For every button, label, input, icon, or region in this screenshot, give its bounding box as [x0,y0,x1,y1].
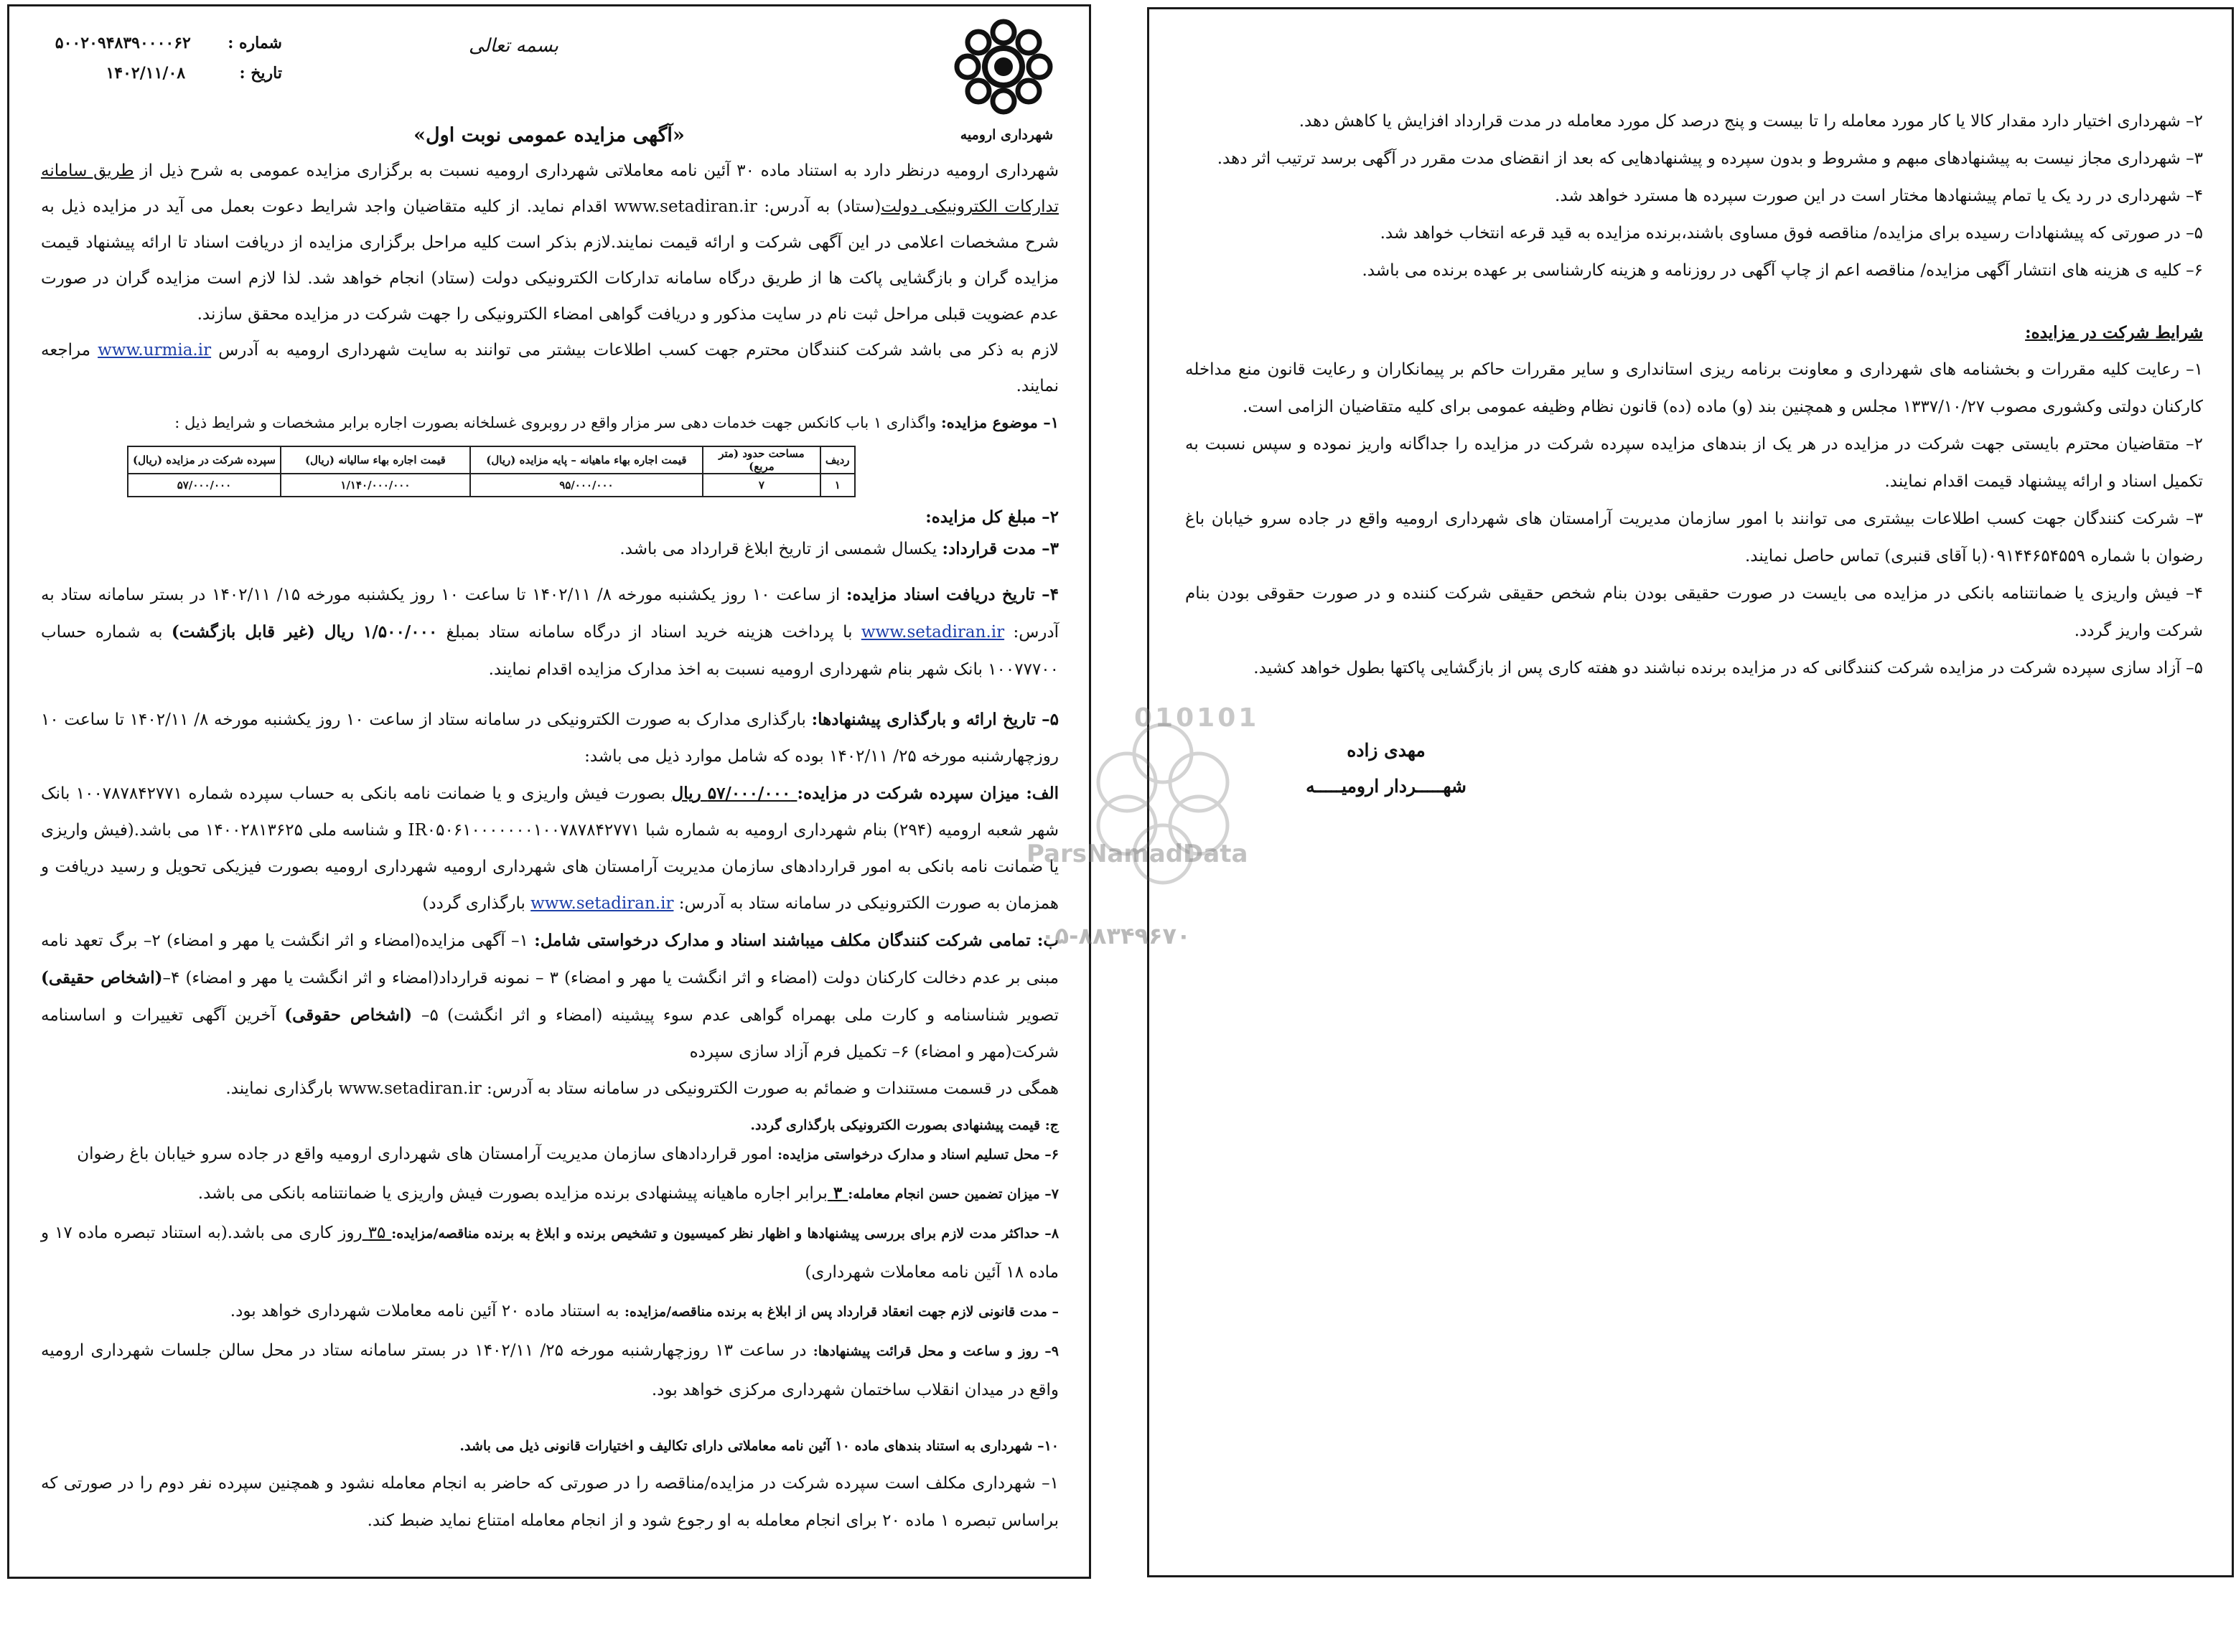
section-9: ۹– روز و ساعت و محل قرائت پیشنهادها: در ساعت ۱۳ روزچهارشنبه مورخه ۲۵/ ۱۴۰۲/۱۱ در بستر سامانه ستاد در محل سالن جلسات شهرداری ارومیه واقع در میدان انقلاب ساختمان شهرداری مرکزی خواهد بود. [41,1341,1059,1399]
conditions-list [1185,351,2203,687]
letter-date [52,64,282,83]
section-8-note: – مدت قانونی لازم جهت انعقاد قرارداد پس از ابلاغ به برنده مناقصه/مزایده: به استناد ماده ۲۰ آئین نامه معاملات شهرداری خواهد بود. [230,1302,1059,1320]
table-cell: ۵۷/۰۰۰/۰۰۰ [128,474,281,497]
watermark-brand: ParsNamadData [1026,840,1248,868]
watermark-binary: 010101 [1134,703,1260,733]
section-10: ۱۰– شهرداری به استناد بندهای ماده ۱۰ آئین نامه معاملاتی دارای تکالیف و اختیارات قانونی ذیل می باشد. ۱– شهرداری مکلف است سپرده شرکت در مزایده/مناقصه را در صورتی که حاضر به انجام معامله نشود و همچنین سپرده نفر دوم را در صورتی که براساس تبصره ۱ ماده ۲۰ برای انجام معامله به او رجوع شود و از انجام معامله امتناع نماید ضبط کند. [41,1438,1059,1530]
watermark-phone: ۰۵-۸۸۳۴۹۶۷۰ [1041,922,1191,949]
sections-2-3 [41,502,1059,565]
table-header-cell: ردیف [820,446,855,474]
intro-paragraph: شهرداری ارومیه درنظر دارد به استناد ماده ۳۰ آئین نامه معاملاتی شهرداری ارومیه نسبت به برگزاری مزایده عمومی به شرح ذیل از طریق سامانه تدارکات الکترونیکی دولت(ستاد) به آدرس: www.setadiran.ir اقدام نماید. از کلیه متقاضیان واجد شرایط دعوت بعمل می آید در مزایده ذیل به شرح مشخصات اعلامی در این آگهی شرکت و ارائه قیمت نمایند.لازم بذکر است کلیه مراحل برگزاری مزایده از دریافت اسناد تا ارائه پیشنهاد قیمت مزایده گران و بازگشایی پاکت ها از طریق درگاه سامانه تدارکات الکترونیکی دولت (ستاد) انجام خواهد شد. لذا لازم است مزایده گران در صورت عدم عضویت قبلی مراحل ثبت نام در سایت مذکور و دریافت گواهی امضاء الکترونیکی را جهت شرکت در مزایده محقق سازند. لازم به ذکر می باشد شرکت کنندگان محترم جهت کسب اطلاعات بیشتر می توانند به سایت شهرداری ارومیه به آدرس www.urmia.ir مراجعه نمایند. [41,161,1059,395]
table-cell: ۱ [820,474,855,497]
table-cell: ۹۵/۰۰۰/۰۰۰ [470,474,703,497]
section-7: ۷– میزان تضمین حسن انجام معامله: ۳ برابر اجاره ماهیانه پیشنهادی برنده مزایده بصورت فیش واریزی یا ضمانتنامه بانکی می باشد. [197,1183,1059,1203]
table-header-cell: قیمت اجاره بهاء سالیانه (ریال) [281,446,470,474]
list-item: ۱– رعایت کلیه مقررات و بخشنامه های شهرداری و معاونت برنامه ریزی استانداری و سایر مقررات حاکم بر پیمانکاران و رعایت قانون منع مداخله کارکنان دولتی وکشوری مصوب ۱۳۳۷/۱۰/۲۷ مجلس و همچنین بند (و) ماده (ده) قانون نظام وظیفه عمومی برای کلیه متقاضیان الزامی است. [1185,360,2203,416]
list-item: ۵– در صورتی که پیشنهادات رسیده برای مزایده/ مناقصه فوق مساوی باشند،برنده مزایده به قید قرعه انتخاب خواهد شد. [1380,224,2203,243]
table-header-row [128,446,855,474]
signer-name: مهدی زاده [1347,740,1426,761]
sections-6-9 [41,1135,1059,1409]
section-8: ۸– حداکثر مدت لازم برای بررسی پیشنهادها و اظهار نظر کمیسیون و تشخیص برنده و ابلاغ به برنده مناقصه/مزایده: ۳۵ روز کاری می باشد.(به استناد تبصره ماده ۱۷ و ماده ۱۸ آئین نامه معاملات شهرداری) [41,1224,1059,1282]
basmala: بسمه تعالی [469,35,558,57]
urmia-link[interactable]: www.urmia.ir [98,341,212,360]
section-2: ۲– مبلغ کل مزایده: [925,507,1059,527]
table-row [128,474,855,497]
number-value: ۵۰۰۲۰۹۴۸۳۹۰۰۰۰۶۲ [55,34,191,52]
list-item: ۴– شهرداری در رد یک یا تمام پیشنهادها مختار است در این صورت سپرده ها مسترد خواهد شد. [1555,187,2203,205]
list-item: ۶– کلیه ی هزینه های انتشار آگهی مزایده/ مناقصه اعم از چاپ آگهی در روزنامه و هزینه کارشناسی بر عهده برنده می باشد. [1362,261,2203,280]
table-header-cell: قیمت اجاره بهاء ماهیانه – پایه مزایده (ریال) [470,446,703,474]
page-title: «آگهی مزایده عمومی نوبت اول» [413,124,685,146]
number-label: شماره : [228,34,282,52]
list-item: ۲– شهرداری اختیار دارد مقدار کالا یا کار مورد معامله را تا بیست و پنج درصد کل مورد معامله در مدت قرارداد افزایش یا کاهش دهد. [1299,112,2203,131]
list-item: ۵– آزاد سازی سپرده شرکت در مزایده شرکت کنندگانی که در مزایده برنده نباشند دو هفته کاری پس از بازگشایی پاکتها بطول خواهد کشید. [1253,659,2203,677]
table-cell: ۷ [703,474,820,497]
section-5: ۵– تاریخ ارائه و بارگذاری پیشنهادها: بارگذاری مدارک به صورت الکترونیکی در سامانه ستاد از ساعت ۱۰ روز یکشنبه مورخه ۸/ ۱۴۰۲/۱۱ تا ساعت ۱۰ روزچهارشنبه مورخه ۲۵/ ۱۴۰۲/۱۱ بوده که شامل موارد ذیل می باشد: الف: میزان سپرده شرکت در مزایده: ۵۷/۰۰۰/۰۰۰ ریال بصورت فیش واریزی و یا ضمانت نامه بانکی به حساب سپرده شماره ۱۰۰۷۸۷۸۴۲۷۷۱ بانک شهر شعبه ارومیه (۲۹۴) بنام شهرداری ارومیه به شماره شبا IR۰۵۰۶۱۰۰۰۰۰۰۰۱۰۰۷۸۷۸۴۲۷۷۱ و شناسه ملی ۱۴۰۰۲۸۱۳۶۲۵ می باشد.(فیش واریزی یا ضمانت نامه بانکی به امور قراردادهای سازمان مدیریت آرامستان های شهرداری ارومیه شهرداری ارومیه بصورت فیزیکی تحویل و رسید دریافت و همزمان به صورت الکترونیکی در سامانه ستاد به آدرس: www.setadiran.ir بارگذاری گردد) ب: تمامی شرکت کنندگان مکلف میباشند اسناد و مدارک درخواستی شامل: ۱– آگهی مزایده(امضاء و اثر انگشت یا مهر و امضاء) ۲– برگ تعهد نامه مبنی بر عدم دخالت کارکنان دولت (امضاء و اثر انگشت یا مهر و امضاء) ۳ – نمونه قرارداد(امضاء و اثر انگشت یا مهر و امضاء) ۴–(اشخاص حقیقی) تصویر شناسنامه و کارت ملی بهمراه گواهی عدم سوء پیشینه (امضاء و اثر انگشت) ۵– (اشخاص حقوقی) آخرین آگهی تغییرات و اساسنامه شرکت(مهر و امضاء) ۶– تکمیل فرم آزاد سازی سپرده همگی در قسمت مستندات و ضمائم به صورت الکترونیکی در سامانه ستاد به آدرس: www.setadiran.ir بارگذاری نمایند. ج: قیمت پیشنهادی بصورت الکترونیکی بارگذاری گردد. [41,710,1059,1133]
table-cell: ۱/۱۴۰/۰۰۰/۰۰۰ [281,474,470,497]
municipality-name: شهرداری ارومیه [960,127,1053,143]
section-3: ۳– مدت قرارداد: یکسال شمسی از تاریخ ابلاغ قرارداد می باشد. [619,539,1059,558]
list-item: ۲– متقاضیان محترم بایستی جهت شرکت در مزایده در هر یک از بندهای مزایده سپرده شرکت در مزایده را جداگانه واریز نموده و سپس نسبت به تکمیل اسناد و ارائه پیشنهاد قیمت اقدام نمایند. [1185,435,2203,491]
setadiran-link-2[interactable]: www.setadiran.ir [530,894,674,913]
table-header-cell: مساحت حدود (متر مربع) [703,446,820,474]
list-item: ۴– فیش واریزی یا ضمانتنامه بانکی در مزایده می بایست در صورت حقیقی بودن بنام شخص حقیقی شرکت کننده و در صورت حقوقی بودن بنام شرکت واریز گردد. [1185,584,2203,640]
letter-number [52,34,282,52]
right-page [1147,7,2234,1577]
setadiran-link[interactable]: www.setadiran.ir [861,623,1005,642]
section-6: ۶– محل تسلیم اسناد و مدارک درخواستی مزایده: امور قراردادهای سازمان مدیریت آرامستان های شهرداری ارومیه واقع در جاده سرو خیابان باغ رضوان [77,1145,1059,1163]
section-4: ۴– تاریخ دریافت اسناد مزایده: از ساعت ۱۰ روز یکشنبه مورخه ۸/ ۱۴۰۲/۱۱ تا ساعت ۱۰ روز یکشنبه مورخه ۱۵/ ۱۴۰۲/۱۱ در بستر سامانه ستاد به آدرس: www.setadiran.ir با پرداخت هزینه خرید اسناد از درگاه سامانه ستاد بمبلغ ۱/۵۰۰/۰۰۰ ریال (غیر قابل بازگشت) به شماره حساب ۱۰۰۷۷۷۰۰ بانک شهر بنام شهرداری ارومیه نسبت به اخذ مدارک مزایده اقدام نمایند. [41,585,1059,679]
signer-title: شهـــــردار ارومیـــــه [1306,776,1467,797]
conditions-title: شرایط شرکت در مزایده: [2025,323,2203,342]
date-label: تاریخ : [239,64,282,83]
auction-table [127,446,856,497]
left-page [7,4,1091,1579]
date-value: ۱۴۰۲/۱۱/۰۸ [106,64,186,83]
authority-items [1185,103,2203,289]
list-item: ۳– شرکت کنندگان جهت کسب اطلاعات بیشتری می توانند با امور سازمان مدیریت آرامستان های شهرداری ارومیه واقع در جاده سرو خیابان باغ رضوان با شماره ۰۹۱۴۴۶۵۴۵۵۹(با آقای قنبری) تماس حاصل نمایند. [1185,510,2203,565]
municipality-logo-icon [950,18,1057,133]
table-header-cell: سپرده شرکت در مزایده (ریال) [128,446,281,474]
section-1: ۱– موضوع مزایده: واگذاری ۱ باب کانکس جهت خدمات دهی سر مزار واقع در روبروی غسلخانه بصورت اجاره برابر مشخصات و شرایط ذیل : [174,413,1059,431]
list-item: ۳– شهرداری مجاز نیست به پیشنهادهای مبهم و مشروط و بدون سپرده و پیشنهادهایی که بعد از انقضای مدت مقرر در آگهی برسد ترتیب اثر دهد. [1217,149,2203,168]
